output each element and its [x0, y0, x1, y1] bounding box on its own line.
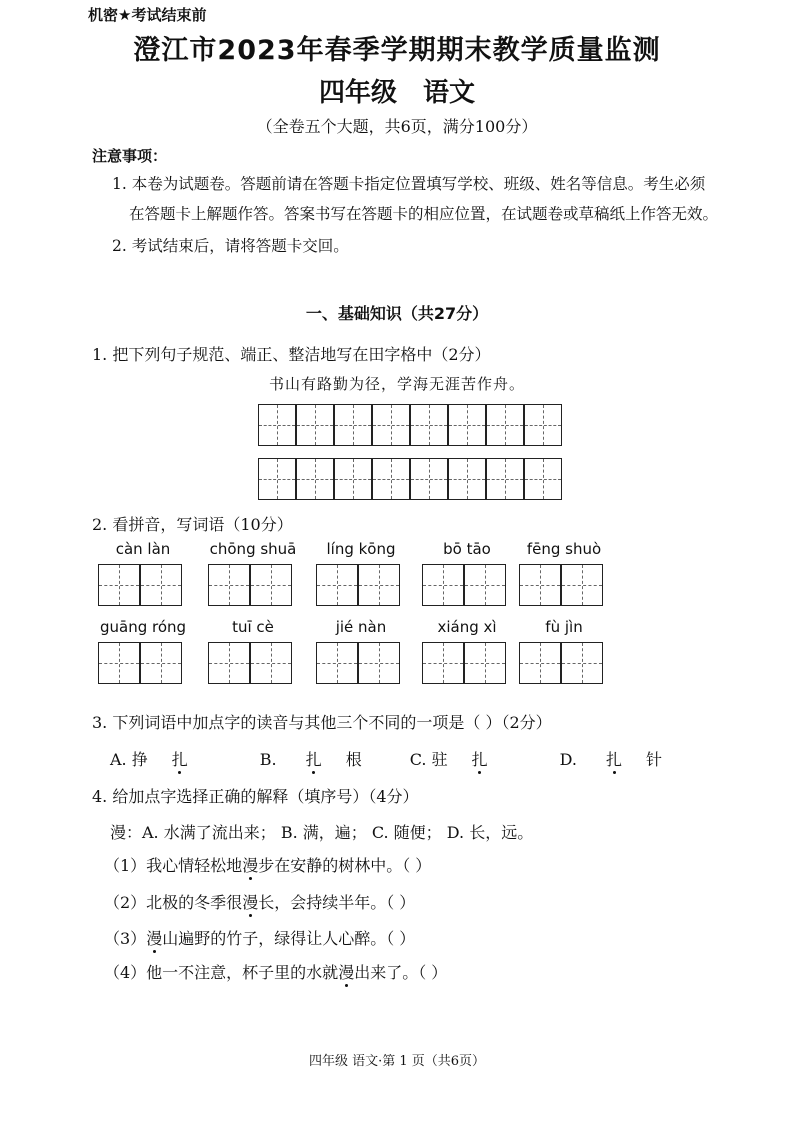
dotted-char: 漫 — [146, 929, 163, 948]
pinyin-label: tuī cè — [232, 618, 274, 636]
answer-cell[interactable] — [98, 642, 140, 684]
grid-cell[interactable] — [334, 458, 372, 500]
grid-cell[interactable] — [296, 404, 334, 446]
grid-cell[interactable] — [524, 404, 562, 446]
writing-grid-row-2[interactable] — [258, 458, 562, 500]
answer-cell[interactable] — [250, 564, 292, 606]
item-text: （4）他一不注意，杯子里的水就 — [104, 963, 339, 982]
item-text: （1）我心情轻松地 — [104, 856, 243, 875]
dotted-char: 漫 — [242, 893, 259, 912]
item-text: 山遍野的竹子，绿得让人心醉。（ ） — [162, 929, 416, 948]
pinyin-label: líng kōng — [326, 540, 396, 558]
answer-cell[interactable] — [98, 564, 140, 606]
question-3-options — [110, 747, 710, 770]
pinyin-label: càn làn — [115, 540, 171, 558]
answer-cell[interactable] — [519, 564, 561, 606]
pinyin-group — [422, 618, 512, 684]
grid-cell[interactable] — [372, 404, 410, 446]
pinyin-group — [316, 540, 406, 606]
item-text: 出来了。（ ） — [354, 963, 448, 982]
exam-subtitle — [0, 72, 794, 109]
question-4-prompt: 4. 给加点字选择正确的解释（填序号）（4分） — [92, 787, 419, 806]
exam-totals: （全卷五个大题，共6页，满分100分） — [256, 117, 538, 136]
option-text: 针 — [646, 750, 663, 769]
answer-cell[interactable] — [316, 642, 358, 684]
pinyin-label: fēng shuò — [526, 540, 602, 558]
question-1-prompt: 1. 把下列句子规范、端正、整洁地写在田字格中（2分） — [92, 345, 491, 364]
grid-cell[interactable] — [258, 404, 296, 446]
pinyin-label: jié nàn — [335, 618, 387, 636]
grid-cell[interactable] — [296, 458, 334, 500]
answer-cell[interactable] — [464, 642, 506, 684]
option-a — [110, 750, 236, 769]
option-text: B. — [259, 750, 282, 769]
answer-cell[interactable] — [422, 564, 464, 606]
pinyin-group — [422, 540, 512, 606]
writing-grid-row-1[interactable] — [258, 404, 562, 446]
dotted-char: 漫 — [338, 963, 355, 982]
grade-label: 四年级 — [318, 78, 397, 108]
question-4-item — [104, 926, 415, 949]
answer-cell[interactable] — [561, 642, 603, 684]
answer-cell[interactable] — [208, 642, 250, 684]
question-4-item — [104, 890, 415, 913]
notice-item-1-cont: 在答题卡上解题作答。答案书写在答题卡的相应位置，在试题卷或草稿纸上作答无效。 — [129, 205, 719, 223]
item-text: 长，会持续半年。（ ） — [258, 893, 416, 912]
grid-cell[interactable] — [448, 458, 486, 500]
pinyin-group — [208, 618, 298, 684]
page-footer: 四年级 语文·第 1 页（共6页） — [308, 1054, 486, 1069]
notice-heading: 注意事项： — [92, 147, 168, 165]
answer-cell[interactable] — [464, 564, 506, 606]
dotted-char: 扎 — [471, 750, 488, 769]
question-2-prompt: 2. 看拼音，写词语（10分） — [92, 515, 293, 534]
grid-cell[interactable] — [258, 458, 296, 500]
answer-cell[interactable] — [208, 564, 250, 606]
option-b — [260, 750, 386, 769]
pinyin-group — [519, 540, 609, 606]
pinyin-label: xiáng xì — [437, 618, 497, 636]
dotted-char: 扎 — [171, 750, 188, 769]
answer-cell[interactable] — [140, 564, 182, 606]
pinyin-label: fù jìn — [545, 618, 583, 636]
question-4-item — [104, 853, 431, 876]
pinyin-group — [208, 540, 298, 606]
subject-label: 语文 — [423, 78, 476, 108]
grid-cell[interactable] — [486, 404, 524, 446]
answer-cell[interactable] — [422, 642, 464, 684]
pinyin-label: guāng róng — [99, 618, 187, 636]
dotted-char: 扎 — [606, 750, 623, 769]
answer-cell[interactable] — [561, 564, 603, 606]
answer-cell[interactable] — [140, 642, 182, 684]
notice-item-2: 2. 考试结束后，请将答题卡交回。 — [112, 237, 349, 255]
pinyin-group — [98, 618, 188, 684]
answer-cell[interactable] — [250, 642, 292, 684]
grid-cell[interactable] — [448, 404, 486, 446]
question-4-item — [104, 960, 447, 983]
pinyin-group — [98, 540, 188, 606]
answer-cell[interactable] — [358, 564, 400, 606]
grid-cell[interactable] — [410, 458, 448, 500]
grid-cell[interactable] — [410, 404, 448, 446]
notice-item-1: 1. 本卷为试题卷。答题前请在答题卡指定位置填写学校、班级、姓名等信息。考生必须 — [112, 175, 706, 193]
dotted-char: 扎 — [305, 750, 322, 769]
item-text: 步在安静的树林中。（ ） — [258, 856, 432, 875]
answer-cell[interactable] — [358, 642, 400, 684]
pinyin-group — [519, 618, 609, 684]
grid-cell[interactable] — [524, 458, 562, 500]
option-c — [410, 750, 536, 769]
question-3-prompt: 3. 下列词语中加点字的读音与其他三个不同的一项是（ ）（2分） — [92, 713, 552, 732]
option-text: D. — [559, 750, 583, 769]
section-heading: 一、基础知识（共27分） — [305, 304, 489, 323]
answer-cell[interactable] — [316, 564, 358, 606]
option-d — [560, 750, 686, 769]
option-text: C. 驻 — [409, 750, 448, 769]
pinyin-label: bō tāo — [443, 540, 491, 558]
question-4-definitions: 漫：A. 水满了流出来； B. 满，遍； C. 随便； D. 长，远。 — [110, 823, 534, 842]
option-text: A. 挣 — [110, 750, 148, 769]
question-1-sentence: 书山有路勤为径，学海无涯苦作舟。 — [268, 375, 525, 393]
pinyin-group — [316, 618, 406, 684]
item-text: （3） — [104, 929, 147, 948]
grid-cell[interactable] — [486, 458, 524, 500]
grid-cell[interactable] — [372, 458, 410, 500]
pinyin-label: chōng shuā — [209, 540, 297, 558]
answer-cell[interactable] — [519, 642, 561, 684]
secret-label: 机密★考试结束前 — [88, 6, 207, 24]
item-text: （2）北极的冬季很 — [104, 893, 243, 912]
grid-cell[interactable] — [334, 404, 372, 446]
option-text: 根 — [345, 750, 362, 769]
exam-title: 澄江市2023年春季学期期末教学质量监测 — [133, 35, 661, 66]
dotted-char: 漫 — [242, 856, 259, 875]
